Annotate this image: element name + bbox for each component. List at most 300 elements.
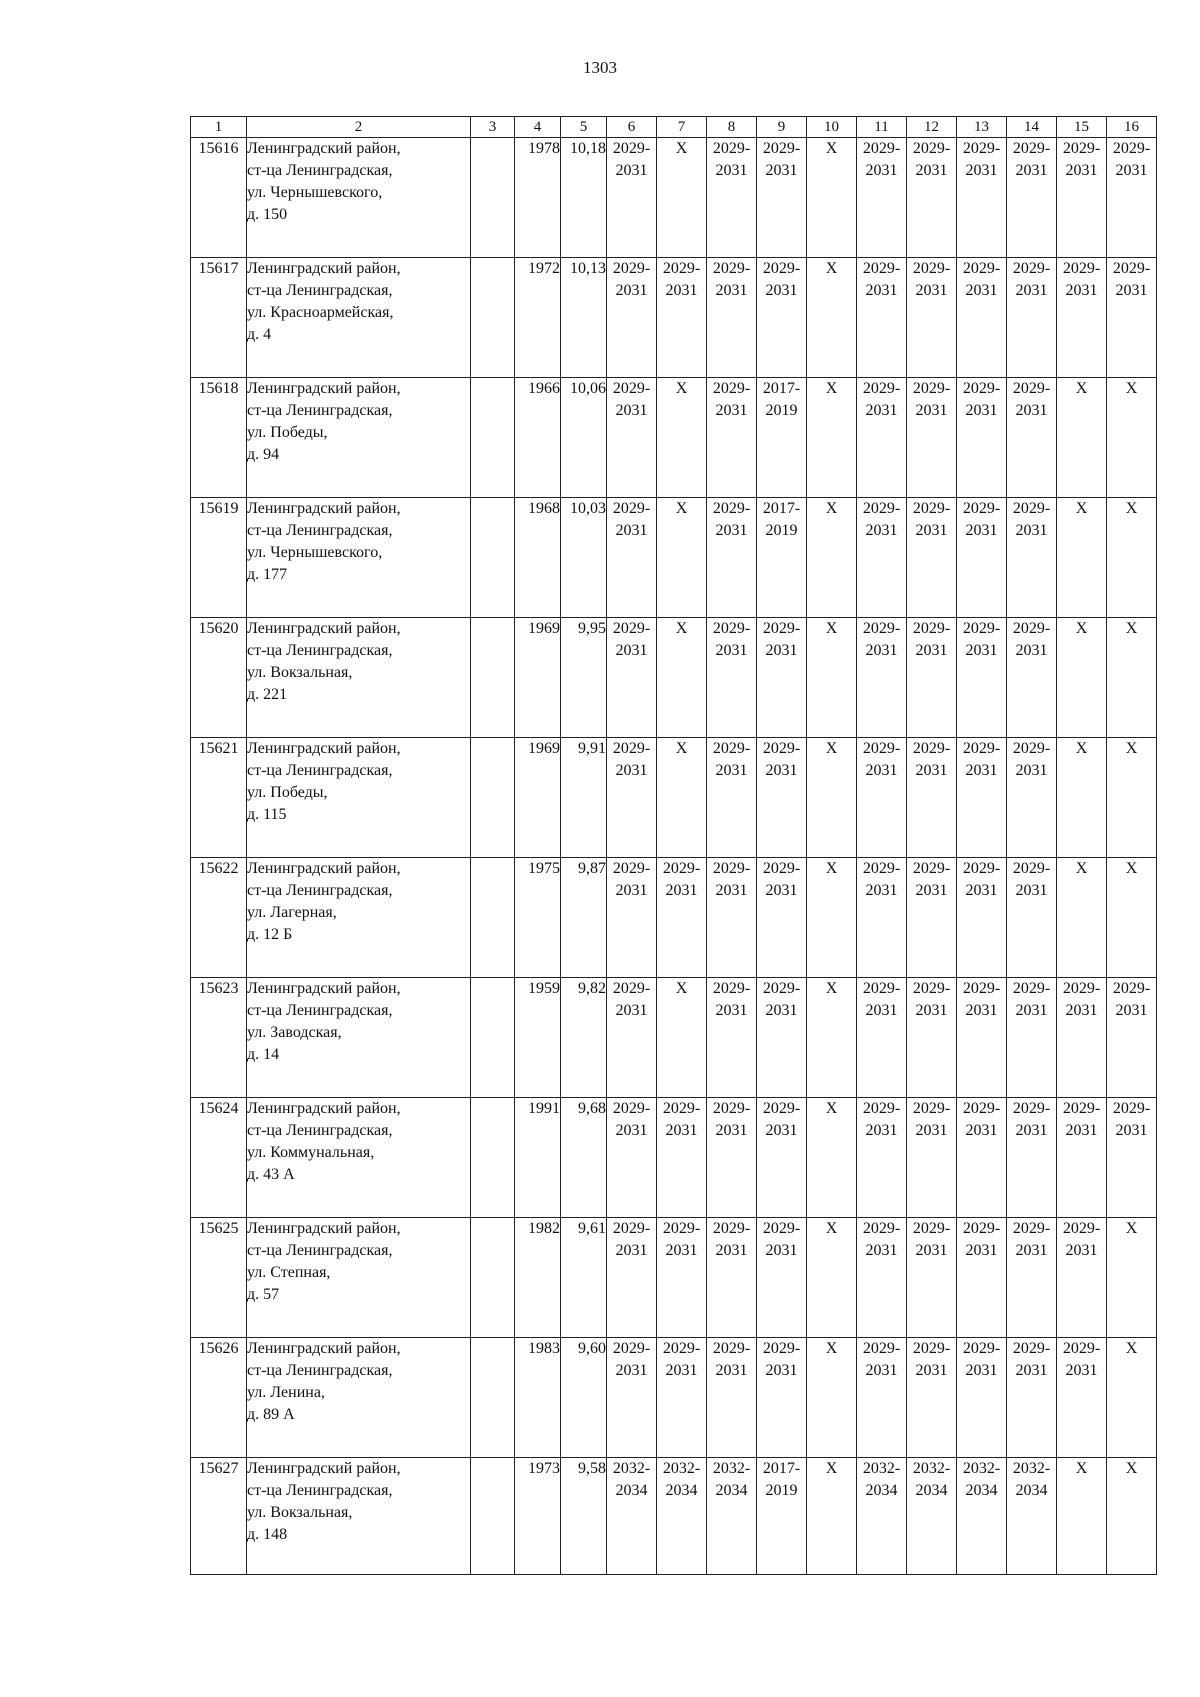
period-line: 2029- — [612, 260, 651, 277]
period-line: 2029- — [762, 620, 801, 637]
year-cell: 1973 — [515, 1458, 561, 1575]
period-line: 2031 — [665, 1362, 698, 1379]
cell-col-7: X — [657, 978, 707, 1098]
table-row — [191, 1098, 1157, 1218]
value-cell: 9,91 — [561, 738, 607, 858]
period-line: 2031 — [615, 522, 648, 539]
table-row — [191, 1338, 1157, 1458]
column-3-cell — [471, 1458, 515, 1575]
column-number-11: 11 — [857, 117, 907, 138]
value-cell: 9,95 — [561, 618, 607, 738]
cell-col-16: X — [1107, 858, 1157, 978]
period-line: 2029- — [862, 620, 901, 637]
column-number-1: 1 — [191, 117, 247, 138]
period-line: 2029- — [912, 380, 951, 397]
cell-col-15: X — [1057, 378, 1107, 498]
cell-col-16: X — [1107, 498, 1157, 618]
period-line: 2029- — [1012, 380, 1051, 397]
column-3-cell — [471, 138, 515, 258]
cell-col-9 — [757, 738, 807, 858]
value-cell: 9,61 — [561, 1218, 607, 1338]
address-line: ул. Степная, — [247, 1264, 331, 1281]
value-cell: 10,06 — [561, 378, 607, 498]
cell-col-11 — [857, 1218, 907, 1338]
address-line: ул. Коммунальная, — [247, 1144, 375, 1161]
period-line: 2031 — [615, 162, 648, 179]
period-line: 2031 — [1065, 1002, 1098, 1019]
cell-col-13 — [957, 1098, 1007, 1218]
period-line: 2034 — [1015, 1482, 1048, 1499]
address-line: ул. Победы, — [247, 784, 328, 801]
period-line: 2029- — [912, 740, 951, 757]
period-line: 2031 — [765, 282, 798, 299]
period-line: 2031 — [715, 402, 748, 419]
cell-col-7: X — [657, 378, 707, 498]
period-line: 2031 — [665, 1122, 698, 1139]
address-line: Ленинградский район, — [247, 260, 401, 277]
column-3-cell — [471, 1338, 515, 1458]
cell-col-6 — [607, 1218, 657, 1338]
cell-col-15 — [1057, 978, 1107, 1098]
cell-col-7: X — [657, 138, 707, 258]
period-line: 2029- — [612, 980, 651, 997]
cell-col-7 — [657, 858, 707, 978]
cell-col-10: X — [807, 138, 857, 258]
address-line: д. 4 — [247, 326, 272, 343]
address-cell — [247, 138, 471, 258]
table-row — [191, 138, 1157, 258]
period-line: 2029- — [712, 1220, 751, 1237]
cell-col-13 — [957, 138, 1007, 258]
period-line: 2029- — [1012, 860, 1051, 877]
period-line: 2031 — [765, 1122, 798, 1139]
cell-col-9 — [757, 138, 807, 258]
period-line: 2032- — [862, 1460, 901, 1477]
period-line: 2031 — [715, 522, 748, 539]
column-number-16: 16 — [1107, 117, 1157, 138]
period-line: 2029- — [962, 380, 1001, 397]
period-line: 2031 — [965, 642, 998, 659]
period-line: 2031 — [765, 882, 798, 899]
cell-col-9 — [757, 498, 807, 618]
cell-col-14 — [1007, 1458, 1057, 1575]
period-line: 2032- — [962, 1460, 1001, 1477]
cell-col-10: X — [807, 498, 857, 618]
period-line: 2029- — [962, 1220, 1001, 1237]
cell-col-7: X — [657, 498, 707, 618]
cell-col-15 — [1057, 1098, 1107, 1218]
period-line: 2034 — [915, 1482, 948, 1499]
period-line: 2031 — [715, 882, 748, 899]
address-line: д. 94 — [247, 446, 280, 463]
period-line: 2031 — [615, 882, 648, 899]
period-line: 2029- — [862, 260, 901, 277]
address-line: д. 57 — [247, 1286, 280, 1303]
period-line: 2031 — [765, 1242, 798, 1259]
period-line: 2029- — [662, 1220, 701, 1237]
period-line: 2031 — [615, 642, 648, 659]
column-number-12: 12 — [907, 117, 957, 138]
address-line: ул. Красноармейская, — [247, 304, 394, 321]
column-number-header — [191, 117, 1157, 138]
address-line: Ленинградский район, — [247, 620, 401, 637]
period-line: 2029- — [962, 1340, 1001, 1357]
period-line: 2029- — [1012, 1340, 1051, 1357]
year-cell: 1983 — [515, 1338, 561, 1458]
period-line: 2029- — [712, 860, 751, 877]
period-line: 2031 — [765, 762, 798, 779]
period-line: 2029- — [612, 1100, 651, 1117]
period-line: 2029- — [862, 140, 901, 157]
address-line: Ленинградский район, — [247, 860, 401, 877]
period-line: 2029- — [612, 380, 651, 397]
cell-col-11 — [857, 618, 907, 738]
cell-col-9 — [757, 978, 807, 1098]
cell-col-14 — [1007, 258, 1057, 378]
cell-col-8 — [707, 978, 757, 1098]
year-cell: 1982 — [515, 1218, 561, 1338]
period-line: 2031 — [1065, 282, 1098, 299]
address-line: д. 150 — [247, 206, 288, 223]
address-line: Ленинградский район, — [247, 980, 401, 997]
period-line: 2029- — [1012, 980, 1051, 997]
address-line: ул. Ленина, — [247, 1384, 325, 1401]
period-line: 2029- — [862, 1100, 901, 1117]
address-cell — [247, 1458, 471, 1575]
value-cell: 9,58 — [561, 1458, 607, 1575]
cell-col-13 — [957, 1338, 1007, 1458]
cell-col-11 — [857, 378, 907, 498]
cell-col-8 — [707, 1338, 757, 1458]
address-line: ул. Победы, — [247, 424, 328, 441]
period-line: 2029- — [912, 260, 951, 277]
value-cell: 10,13 — [561, 258, 607, 378]
cell-col-14 — [1007, 378, 1057, 498]
period-line: 2031 — [1015, 1362, 1048, 1379]
object-id: 15624 — [191, 1098, 247, 1218]
period-line: 2029- — [1012, 1100, 1051, 1117]
period-line: 2029- — [712, 260, 751, 277]
period-line: 2034 — [965, 1482, 998, 1499]
period-line: 2029- — [1012, 260, 1051, 277]
cell-col-15: X — [1057, 498, 1107, 618]
cell-col-6 — [607, 378, 657, 498]
period-line: 2029- — [612, 500, 651, 517]
address-line: ст-ца Ленинградская, — [247, 762, 393, 779]
period-line: 2029- — [762, 860, 801, 877]
table-row — [191, 1458, 1157, 1575]
cell-col-11 — [857, 858, 907, 978]
period-line: 2031 — [865, 282, 898, 299]
period-line: 2031 — [915, 402, 948, 419]
period-line: 2031 — [1015, 882, 1048, 899]
cell-col-12 — [907, 858, 957, 978]
address-line: Ленинградский район, — [247, 1100, 401, 1117]
year-cell: 1969 — [515, 618, 561, 738]
cell-col-11 — [857, 738, 907, 858]
period-line: 2029- — [1062, 1100, 1101, 1117]
period-line: 2031 — [665, 282, 698, 299]
object-id: 15619 — [191, 498, 247, 618]
period-line: 2029- — [1012, 1220, 1051, 1237]
cell-col-11 — [857, 978, 907, 1098]
object-id: 15621 — [191, 738, 247, 858]
address-line: ст-ца Ленинградская, — [247, 1002, 393, 1019]
cell-col-13 — [957, 498, 1007, 618]
cell-col-7 — [657, 1218, 707, 1338]
period-line: 2029- — [762, 1340, 801, 1357]
period-line: 2031 — [965, 1122, 998, 1139]
period-line: 2031 — [715, 162, 748, 179]
column-number-14: 14 — [1007, 117, 1057, 138]
cell-col-10: X — [807, 1098, 857, 1218]
address-line: ул. Чернышевского, — [247, 544, 383, 561]
value-cell: 10,03 — [561, 498, 607, 618]
period-line: 2029- — [862, 1220, 901, 1237]
period-line: 2031 — [765, 1002, 798, 1019]
period-line: 2019 — [765, 522, 798, 539]
table-row — [191, 498, 1157, 618]
period-line: 2031 — [1065, 162, 1098, 179]
address-line: д. 89 А — [247, 1406, 295, 1423]
period-line: 2029- — [962, 620, 1001, 637]
address-line: ул. Вокзальная, — [247, 1504, 353, 1521]
table-row — [191, 378, 1157, 498]
cell-col-16 — [1107, 978, 1157, 1098]
object-id: 15623 — [191, 978, 247, 1098]
period-line: 2029- — [912, 140, 951, 157]
cell-col-8 — [707, 1458, 757, 1575]
period-line: 2034 — [715, 1482, 748, 1499]
object-id: 15617 — [191, 258, 247, 378]
period-line: 2031 — [915, 1122, 948, 1139]
period-line: 2031 — [765, 162, 798, 179]
address-line: д. 148 — [247, 1526, 288, 1543]
address-line: Ленинградский район, — [247, 740, 401, 757]
cell-col-6 — [607, 1458, 657, 1575]
cell-col-14 — [1007, 738, 1057, 858]
period-line: 2029- — [862, 500, 901, 517]
column-3-cell — [471, 858, 515, 978]
cell-col-9 — [757, 258, 807, 378]
period-line: 2031 — [915, 1362, 948, 1379]
cell-col-11 — [857, 498, 907, 618]
address-line: д. 177 — [247, 566, 288, 583]
period-line: 2029- — [762, 740, 801, 757]
table-row — [191, 978, 1157, 1098]
period-line: 2029- — [962, 500, 1001, 517]
period-line: 2031 — [715, 1362, 748, 1379]
cell-col-14 — [1007, 138, 1057, 258]
period-line: 2031 — [965, 882, 998, 899]
period-line: 2029- — [1112, 140, 1151, 157]
period-line: 2031 — [965, 1362, 998, 1379]
cell-col-16: X — [1107, 378, 1157, 498]
cell-col-7 — [657, 1458, 707, 1575]
address-line: д. 221 — [247, 686, 288, 703]
address-line: ст-ца Ленинградская, — [247, 1482, 393, 1499]
cell-col-6 — [607, 618, 657, 738]
address-line: Ленинградский район, — [247, 1340, 401, 1357]
cell-col-6 — [607, 978, 657, 1098]
period-line: 2031 — [615, 1002, 648, 1019]
period-line: 2031 — [1065, 1122, 1098, 1139]
column-3-cell — [471, 1218, 515, 1338]
period-line: 2029- — [1112, 980, 1151, 997]
column-number-2: 2 — [247, 117, 471, 138]
period-line: 2031 — [865, 762, 898, 779]
address-line: ул. Лагерная, — [247, 904, 337, 921]
period-line: 2029- — [1012, 620, 1051, 637]
period-line: 2029- — [612, 140, 651, 157]
period-line: 2029- — [962, 980, 1001, 997]
column-number-13: 13 — [957, 117, 1007, 138]
value-cell: 9,68 — [561, 1098, 607, 1218]
cell-col-12 — [907, 738, 957, 858]
address-line: ст-ца Ленинградская, — [247, 1362, 393, 1379]
address-line: ст-ца Ленинградская, — [247, 642, 393, 659]
period-line: 2032- — [1012, 1460, 1051, 1477]
period-line: 2029- — [662, 860, 701, 877]
address-cell — [247, 618, 471, 738]
cell-col-13 — [957, 258, 1007, 378]
cell-col-10: X — [807, 858, 857, 978]
cell-col-15 — [1057, 258, 1107, 378]
period-line: 2029- — [762, 1220, 801, 1237]
period-line: 2031 — [615, 762, 648, 779]
period-line: 2031 — [615, 1362, 648, 1379]
table-row — [191, 858, 1157, 978]
period-line: 2031 — [865, 1122, 898, 1139]
period-line: 2031 — [715, 282, 748, 299]
period-line: 2034 — [665, 1482, 698, 1499]
period-line: 2031 — [1015, 402, 1048, 419]
address-line: д. 115 — [247, 806, 287, 823]
period-line: 2029- — [712, 1340, 751, 1357]
address-line: Ленинградский район, — [247, 140, 401, 157]
cell-col-12 — [907, 1218, 957, 1338]
period-line: 2029- — [612, 620, 651, 637]
cell-col-7 — [657, 1338, 707, 1458]
cell-col-15 — [1057, 1218, 1107, 1338]
cell-col-13 — [957, 738, 1007, 858]
year-cell: 1991 — [515, 1098, 561, 1218]
cell-col-12 — [907, 1458, 957, 1575]
cell-col-13 — [957, 1218, 1007, 1338]
period-line: 2031 — [665, 882, 698, 899]
address-line: ст-ца Ленинградская, — [247, 882, 393, 899]
cell-col-11 — [857, 1458, 907, 1575]
year-cell: 1966 — [515, 378, 561, 498]
period-line: 2031 — [615, 1242, 648, 1259]
period-line: 2031 — [915, 882, 948, 899]
address-line: д. 12 Б — [247, 926, 293, 943]
cell-col-6 — [607, 1098, 657, 1218]
cell-col-13 — [957, 618, 1007, 738]
cell-col-12 — [907, 1338, 957, 1458]
column-number-4: 4 — [515, 117, 561, 138]
column-number-9: 9 — [757, 117, 807, 138]
table-row — [191, 258, 1157, 378]
value-cell: 9,60 — [561, 1338, 607, 1458]
period-line: 2031 — [915, 762, 948, 779]
period-line: 2031 — [965, 1002, 998, 1019]
cell-col-9 — [757, 1218, 807, 1338]
cell-col-15: X — [1057, 618, 1107, 738]
cell-col-9 — [757, 1098, 807, 1218]
period-line: 2031 — [615, 282, 648, 299]
cell-col-8 — [707, 138, 757, 258]
period-line: 2017- — [762, 500, 801, 517]
cell-col-7 — [657, 258, 707, 378]
object-id: 15626 — [191, 1338, 247, 1458]
period-line: 2031 — [715, 762, 748, 779]
cell-col-10: X — [807, 1338, 857, 1458]
cell-col-14 — [1007, 858, 1057, 978]
address-cell — [247, 738, 471, 858]
cell-col-9 — [757, 1458, 807, 1575]
period-line: 2031 — [1015, 762, 1048, 779]
address-line: Ленинградский район, — [247, 500, 401, 517]
period-line: 2029- — [1062, 1220, 1101, 1237]
column-number-15: 15 — [1057, 117, 1107, 138]
cell-col-6 — [607, 258, 657, 378]
period-line: 2031 — [865, 1362, 898, 1379]
column-number-6: 6 — [607, 117, 657, 138]
period-line: 2031 — [865, 522, 898, 539]
cell-col-14 — [1007, 978, 1057, 1098]
cell-col-16 — [1107, 1098, 1157, 1218]
cell-col-9 — [757, 618, 807, 738]
period-line: 2031 — [1115, 282, 1148, 299]
period-line: 2029- — [712, 620, 751, 637]
period-line: 2031 — [1115, 1002, 1148, 1019]
cell-col-6 — [607, 1338, 657, 1458]
period-line: 2031 — [865, 882, 898, 899]
value-cell: 9,82 — [561, 978, 607, 1098]
period-line: 2029- — [962, 260, 1001, 277]
period-line: 2029- — [712, 980, 751, 997]
period-line: 2031 — [1115, 1122, 1148, 1139]
address-line: д. 14 — [247, 1046, 280, 1063]
value-cell: 10,18 — [561, 138, 607, 258]
cell-col-10: X — [807, 618, 857, 738]
period-line: 2031 — [915, 162, 948, 179]
period-line: 2031 — [915, 642, 948, 659]
period-line: 2031 — [965, 162, 998, 179]
cell-col-8 — [707, 858, 757, 978]
cell-col-15: X — [1057, 738, 1107, 858]
object-id: 15627 — [191, 1458, 247, 1575]
cell-col-7: X — [657, 738, 707, 858]
period-line: 2031 — [915, 522, 948, 539]
period-line: 2031 — [965, 522, 998, 539]
period-line: 2031 — [1015, 282, 1048, 299]
cell-col-13 — [957, 1458, 1007, 1575]
cell-col-8 — [707, 498, 757, 618]
address-line: Ленинградский район, — [247, 380, 401, 397]
table-row — [191, 738, 1157, 858]
address-line: ул. Вокзальная, — [247, 664, 353, 681]
cell-col-6 — [607, 498, 657, 618]
period-line: 2029- — [912, 500, 951, 517]
period-line: 2034 — [615, 1482, 648, 1499]
period-line: 2029- — [1012, 500, 1051, 517]
period-line: 2029- — [1062, 1340, 1101, 1357]
period-line: 2031 — [715, 1242, 748, 1259]
cell-col-8 — [707, 378, 757, 498]
period-line: 2029- — [612, 1220, 651, 1237]
